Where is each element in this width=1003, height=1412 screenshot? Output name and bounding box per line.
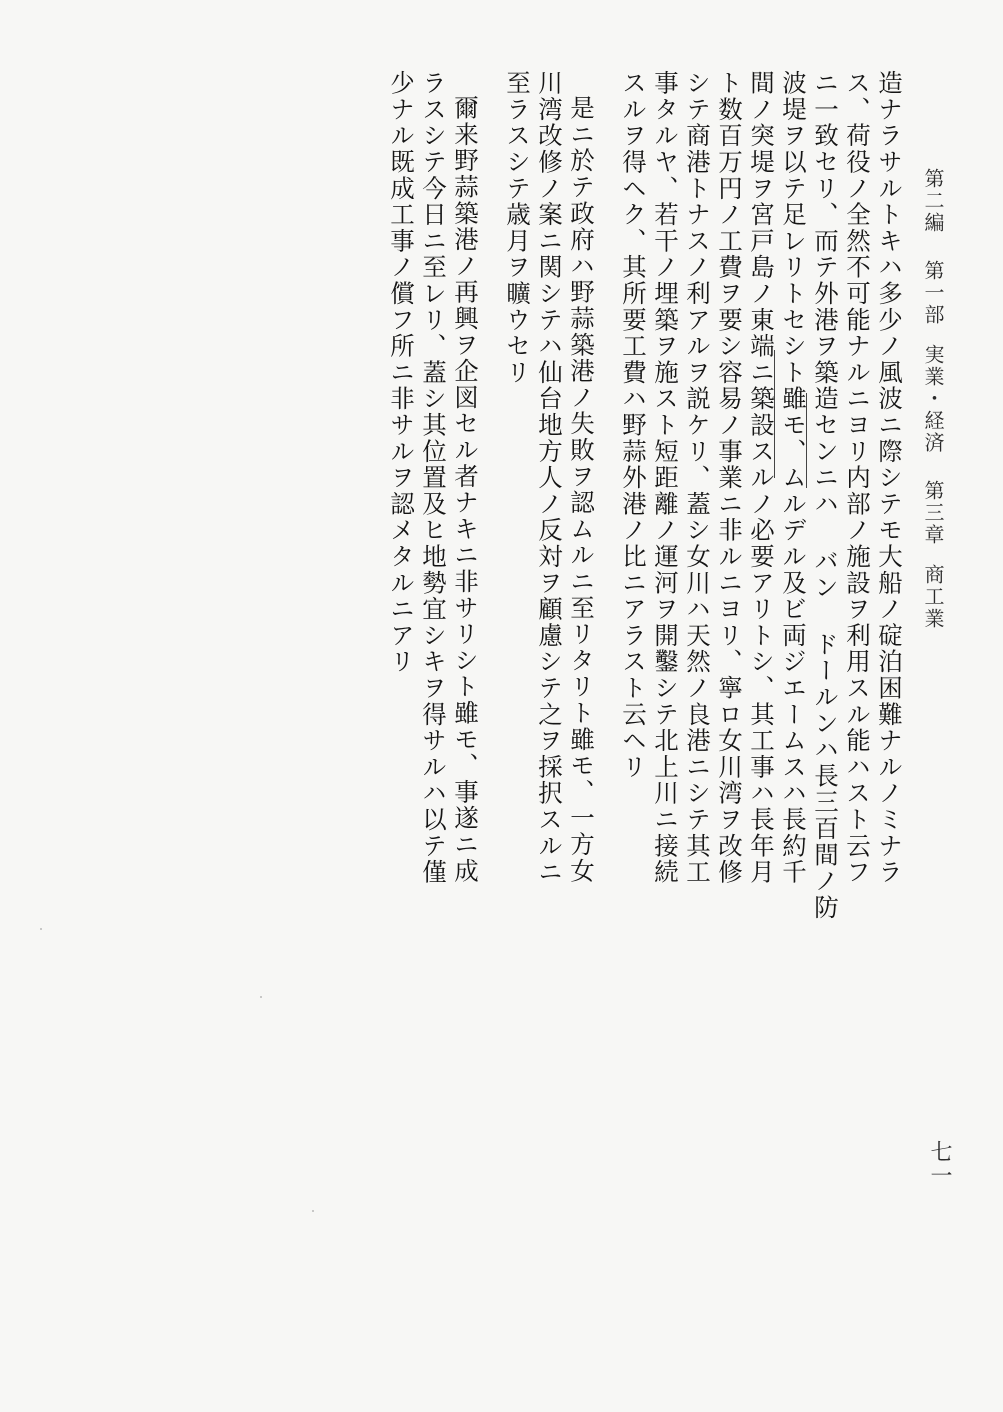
header-chapter-title: 商工業 [921, 564, 945, 630]
text-column: 少ナル既成工事ノ償フ所ニ非サルヲ認メタルニアリ [387, 70, 416, 675]
text-column: ラスシテ今日ニ至レリ、蓋シ其位置及ヒ地勢宜シキヲ得サルハ以テ僅 [419, 70, 448, 886]
name-rule [806, 393, 807, 488]
header-part: 第二編 [921, 168, 945, 234]
running-header [920, 168, 946, 630]
text-column: 波堤ヲ以テ足レリトセシト雖モ、ムルデル及ビ両ジエームスハ長約千 [779, 70, 808, 886]
text-column: ト数百万円ノ工費ヲ要シ容易ノ事業ニ非ルニヨリ、寧ロ女川湾ヲ改修 [715, 70, 744, 886]
text-column: スルヲ得ヘク、其所要工費ハ野蒜外港ノ比ニアラスト云ヘリ [619, 70, 648, 781]
page-number: 七一 [927, 1140, 952, 1188]
header-chapter: 第三章 [921, 480, 945, 546]
name-rule [774, 350, 775, 478]
text-column: シテ商港トナスノ利アルヲ説ケリ、蓋シ女川ハ天然ノ良港ニシテ其工 [683, 70, 712, 886]
scan-speck [40, 928, 42, 930]
scan-speck [260, 996, 262, 998]
text-column: ス、荷役ノ全然不可能ナルニヨリ内部ノ施設ヲ利用スル能ハスト云フ [843, 70, 872, 886]
text-column: 至ラスシテ歳月ヲ曠ウセリ [503, 70, 532, 386]
text-column: 事タルヤ、若干ノ埋築ヲ施スト短距離ノ運河ヲ開鑿シテ北上川ニ接続 [651, 70, 680, 886]
paragraph-start-column: 爾来野蒜築港ノ再興ヲ企図セル者ナキニ非サリシト雖モ、事遂ニ成 [451, 95, 480, 884]
header-category: 実業・経済 [921, 344, 945, 454]
text-column: 間ノ突堤ヲ宮戸島ノ東端ニ築設スルノ必要アリトシ、其工事ハ長年月 [747, 70, 776, 886]
text-column: 造ナラサルトキハ多少ノ風波ニ際シテモ大船ノ碇泊困難ナルノミナラ [875, 70, 904, 886]
header-section: 第一部 [921, 260, 945, 326]
scan-speck [312, 1210, 314, 1212]
paragraph-start-column: 是ニ於テ政府ハ野蒜築港ノ失敗ヲ認ムルニ至リタリト雖モ、一方女 [567, 95, 596, 884]
text-column: ニ一致セリ、而テ外港ヲ築造センニハ バン ドールンハ長三百間ノ防 [811, 70, 840, 921]
text-column: 川湾改修ノ案ニ関シテハ仙台地方人ノ反対ヲ顧慮シテ之ヲ採択スルニ [535, 70, 564, 886]
